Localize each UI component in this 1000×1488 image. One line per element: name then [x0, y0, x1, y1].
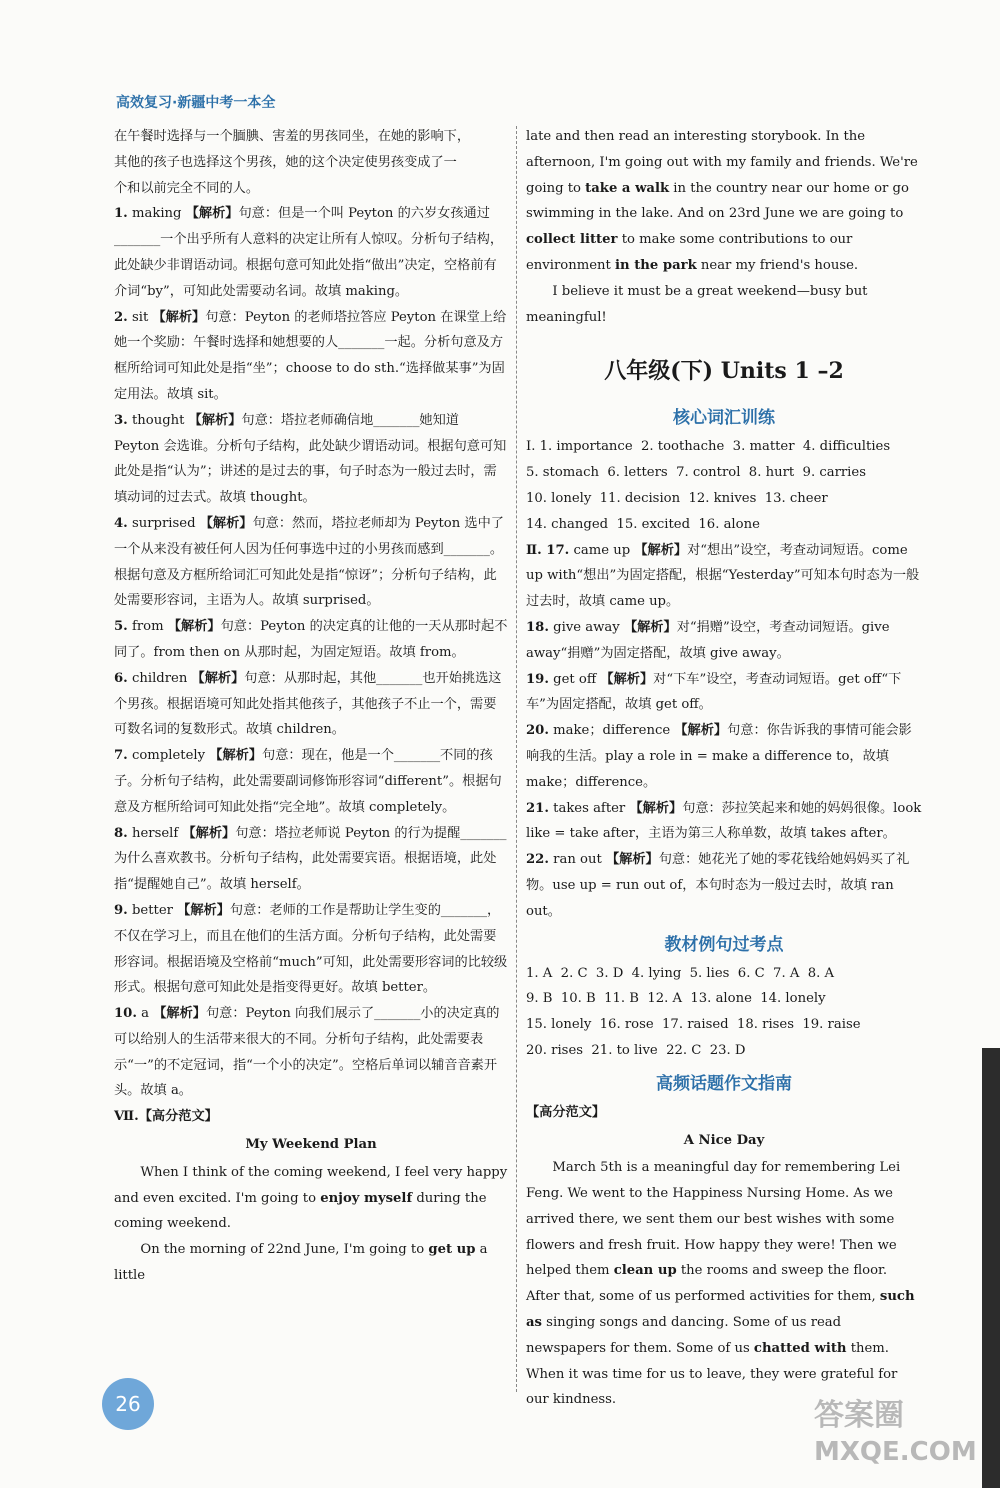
answer-item: 19. get off 【解析】对“下车”设空，考查动词短语。get off“下车”为固定搭配，故填 get off。 — [526, 671, 902, 713]
answer-item: 18. give away 【解析】对“捐赠”设空，考查动词短语。give away“捐赠”为固定搭配，故填 give away。 — [526, 619, 890, 661]
page-number-badge: 26 — [102, 1378, 154, 1430]
essay-continuation: late and then read an interesting storybook. In the afternoon, I'm going out with my family and friends. We're going to take a walk in the country near our home or go swimming in the lake. And on 23rd June we are going to collect litter to make some contributions to our environment in the park near my friend's house. — [526, 129, 918, 273]
section-title-writing: 高频话题作文指南 — [656, 1073, 792, 1094]
intro-line: 个和以前完全不同的人。 — [114, 180, 260, 196]
column-divider — [516, 126, 517, 1392]
answer-item: 3. thought 【解析】句意：塔拉老师确信地_______她知道 Peyton 会选谁。分析句子结构，此处缺少谓语动词。根据句意可知此处是指“认为”；讲述的是过去的事，句子时态为一般过去时，需填动词的过去式。故填 thought。 — [114, 412, 507, 506]
answer-item: 21. takes after 【解析】句意：莎拉笑起来和她的妈妈很像。look like = take after，主语为第三人称单数，故填 takes after。 — [526, 800, 922, 842]
answer-row: 15. lonely 16. rose 17. raised 18. rises 19. raise — [526, 1017, 861, 1033]
answer-item: 20. make；difference 【解析】句意：你告诉我的事情可能会影响我的生活。play a role in = make a difference to，故填 make；difference。 — [526, 723, 912, 790]
left-column — [114, 124, 508, 1289]
essay-paragraph: When I think of the coming weekend, I feel very happy and even excited. I'm going to enjoy myself during the coming weekend. — [114, 1164, 508, 1232]
answer-item: 6. children 【解析】句意：从那时起，其他_______也开始挑选这个男孩。根据语境可知此处指其他孩子，其他孩子不止一个，需要可数名词的复数形式。故填 children。 — [114, 670, 502, 738]
answer-item: 22. ran out 【解析】句意：她花光了她的零花钱给她妈妈买了礼物。use up = run out of，本句时态为一般过去时，故填 ran out。 — [526, 852, 910, 919]
running-header: 高效复习·新疆中考一本全 — [116, 95, 276, 111]
right-column — [526, 124, 922, 1413]
essay-title: My Weekend Plan — [245, 1137, 377, 1153]
answer-item: 7. completely 【解析】句意：现在，他是一个_______不同的孩子。分析句子结构，此处需要副词修饰形容词“different”。根据句意及方框所给词可知此处指“完全地”。故填 completely。 — [114, 748, 502, 815]
section-title-sentences: 教材例句过考点 — [664, 934, 784, 955]
answer-item: Ⅱ. 17. came up 【解析】对“想出”设空，考查动词短语。come up with“想出”为固定搭配，根据“Yesterday”可知本句时态为一般过去时，故填 came up。 — [526, 542, 920, 610]
answer-item: 2. sit 【解析】句意：Peyton 的老师塔拉答应 Peyton 在课堂上给她一个奖励：午餐时选择和她想要的人_______一起。分析句意及方框所给词可知此处是指“坐”；choose to do sth.“选择做某事”为固定用法。故填 sit。 — [114, 309, 507, 402]
answer-row: 9. B 10. B 11. B 12. A 13. alone 14. lonely — [526, 991, 826, 1007]
answer-item: 1. making 【解析】句意：但是一个叫 Peyton 的六岁女孩通过_______一个出乎所有人意料的决定让所有人惊叹。分析句子结构，此处缺少非谓语动词。根据句意可知此处指“做出”决定，空格前有介词“by”，可知此处需要动名词。故填 making。 — [114, 206, 504, 299]
essay-conclusion: I believe it must be a great weekend—busy but meaningful! — [526, 283, 868, 325]
unit-title: 八年级(下) Units 1 –2 — [604, 358, 844, 385]
section-title-vocab: 核心词汇训练 — [673, 408, 775, 429]
essay-title: A Nice Day — [683, 1132, 765, 1148]
answer-item: 4. surprised 【解析】句意：然而，塔拉老师却为 Peyton 选中了一个从来没有被任何人因为任何事选中过的小男孩而感到_______。根据句意及方框所给词汇可知此处是指“惊讶”；分析句子结构，此处需要形容词，主语为人。故填 surprised。 — [114, 515, 504, 609]
vocab-row: Ⅰ. 1. importance 2. toothache 3. matter 4. difficulties — [526, 439, 891, 455]
intro-line: 其他的孩子也选择这个男孩，她的这个决定使男孩变成了一 — [114, 154, 457, 170]
watermark-logo: 答案圈 MXQE.COM — [814, 1398, 977, 1467]
vocab-row: 14. changed 15. excited 16. alone — [526, 516, 760, 532]
answer-item: 9. better 【解析】句意：老师的工作是帮助让学生变的_______，不仅在学习上，而且在他们的生活方面。分析句子结构，此处需要形容词。根据语境及空格前“much”可知，此处需要形容词的比较级形式。根据句意可知此处是指变得更好。故填 better。 — [114, 902, 508, 996]
intro-line: 在午餐时选择与一个腼腆、害羞的男孩同坐，在她的影响下， — [114, 129, 471, 144]
essay-paragraph: On the morning of 22nd June, I'm going to get up a little — [114, 1242, 488, 1284]
essay-paragraph: March 5th is a meaningful day for remembering Lei Feng. We went to the Happiness Nursing Home. As we arrived there, we sent them our best wishes with some flowers and fresh fruit. How happy they were! Then we helped them clean up the rooms and sweep the floor. After that, some of us performed activities for them, such as singing songs and dancing. Some of us read newspapers for them. Some of us chatted with them. When it was time for us to leave, they were grateful for our kindness. — [526, 1160, 915, 1408]
side-tab — [982, 1048, 1000, 1488]
answer-item: 8. herself 【解析】句意：塔拉老师说 Peyton 的行为提醒_______为什么喜欢教书。分析句子结构，此处需要宾语。根据语境，此处指“提醒她自己”。故填 herself。 — [114, 825, 507, 893]
answer-row: 20. rises 21. to live 22. C 23. D — [526, 1042, 746, 1058]
answer-row: 1. A 2. C 3. D 4. lying 5. lies 6. C 7. A 8. A — [526, 965, 835, 981]
vocab-row: 10. lonely 11. decision 12. knives 13. cheer — [526, 490, 828, 506]
answer-item: 10. a 【解析】句意：Peyton 向我们展示了_______小的决定真的可以给别人的生活带来很大的不同。分析句子结构，此处需要表示“一”的不定冠词，指“一个小的决定”。空格后单词以辅音音素开头。故填 a。 — [114, 1006, 500, 1099]
answer-item: 5. from 【解析】句意：Peyton 的决定真的让他的一天从那时起不同了。from then on 从那时起，为固定短语。故填 from。 — [114, 619, 508, 660]
essay-label: Ⅶ.【高分范文】 — [114, 1109, 218, 1125]
essay-label: 【高分范文】 — [526, 1104, 606, 1120]
vocab-row: 5. stomach 6. letters 7. control 8. hurt 9. carries — [526, 465, 866, 481]
